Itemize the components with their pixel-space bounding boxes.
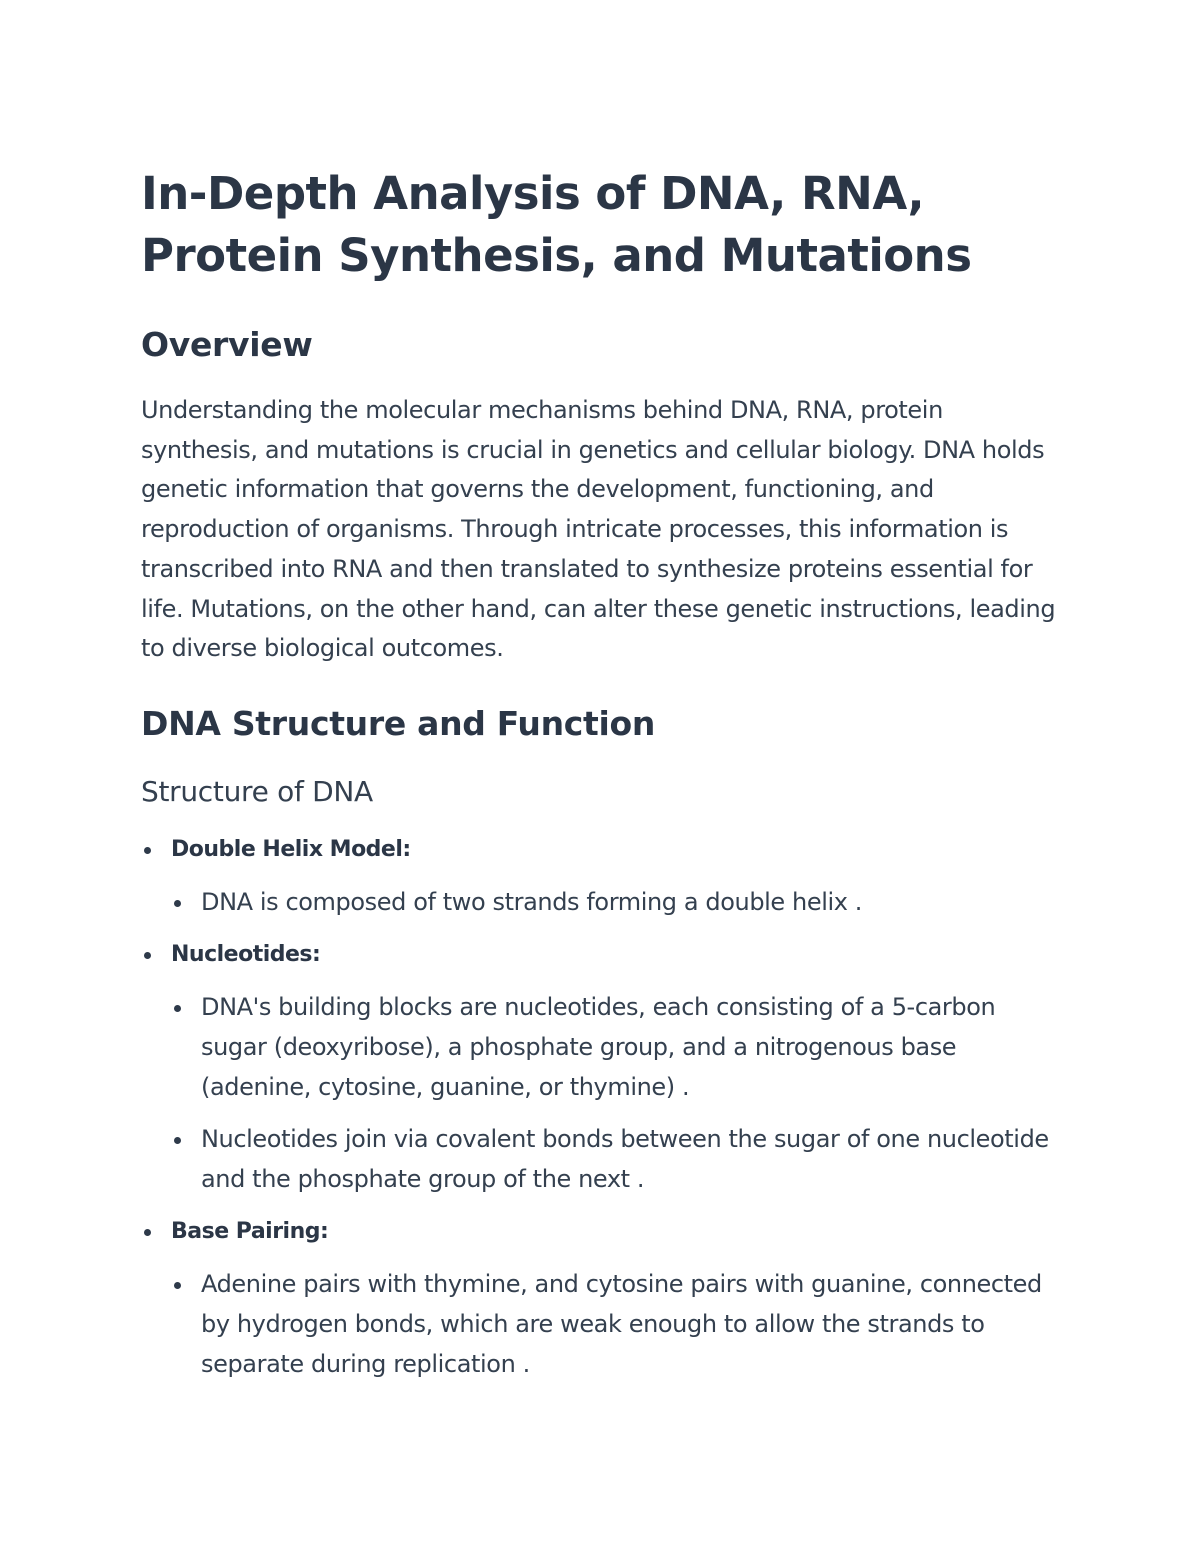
dna-structure-function-heading: DNA Structure and Function [141,703,656,743]
list-item-nucleotides [141,935,1060,1199]
structure-of-dna-subheading: Structure of DNA [141,774,373,808]
list-item-label: Nucleotides: [171,941,321,967]
list-item-label: Double Helix Model: [171,836,411,862]
bullet-icon [144,847,151,854]
bullet-icon [144,1229,151,1236]
bullet-icon [174,1282,181,1289]
sub-list [171,987,1060,1199]
bullet-icon [174,1005,181,1012]
sub-list-item-text: DNA is composed of two strands forming a double helix . [201,887,863,916]
sub-list [171,882,1060,922]
sub-list-item [171,987,1060,1107]
bullet-icon [144,952,151,959]
document-title: In-Depth Analysis of DNA, RNA, Protein Synthesis, and Mutations [141,167,972,282]
list-item-label: Base Pairing: [171,1218,329,1244]
sub-list-item [171,1119,1060,1199]
sub-list-item-text: DNA's building blocks are nucleotides, each consisting of a 5-carbon sugar (deoxyribose), a phosphate group, and a nitrogenous base (adenine, cytosine, guanine, or thymine) . [201,992,996,1101]
dna-structure-list [141,830,1060,1384]
bullet-icon [174,1137,181,1144]
list-item-double-helix [141,830,1060,922]
sub-list-item [171,882,1060,922]
overview-heading: Overview [141,325,313,364]
list-item-base-pairing [141,1212,1060,1384]
overview-paragraph: Understanding the molecular mechanisms behind DNA, RNA, protein synthesis, and mutations is crucial in genetics and cellular biology. DNA holds genetic information that governs the development, functioning, and reproduction of organisms. Through intricate processes, this information is transcribed into RNA and then translated to synthesize proteins essential for life. Mutations, on the other hand, can alter these genetic instructions, leading to diverse biological outcomes. [141,396,1056,663]
sub-list-item-text: Nucleotides join via covalent bonds between the sugar of one nucleotide and the phosphate group of the next . [201,1124,1049,1193]
sub-list-item [171,1264,1060,1384]
bullet-icon [174,900,181,907]
sub-list-item-text: Adenine pairs with thymine, and cytosine pairs with guanine, connected by hydrogen bonds, which are weak enough to allow the strands to separate during replication . [201,1269,1042,1378]
sub-list [171,1264,1060,1384]
